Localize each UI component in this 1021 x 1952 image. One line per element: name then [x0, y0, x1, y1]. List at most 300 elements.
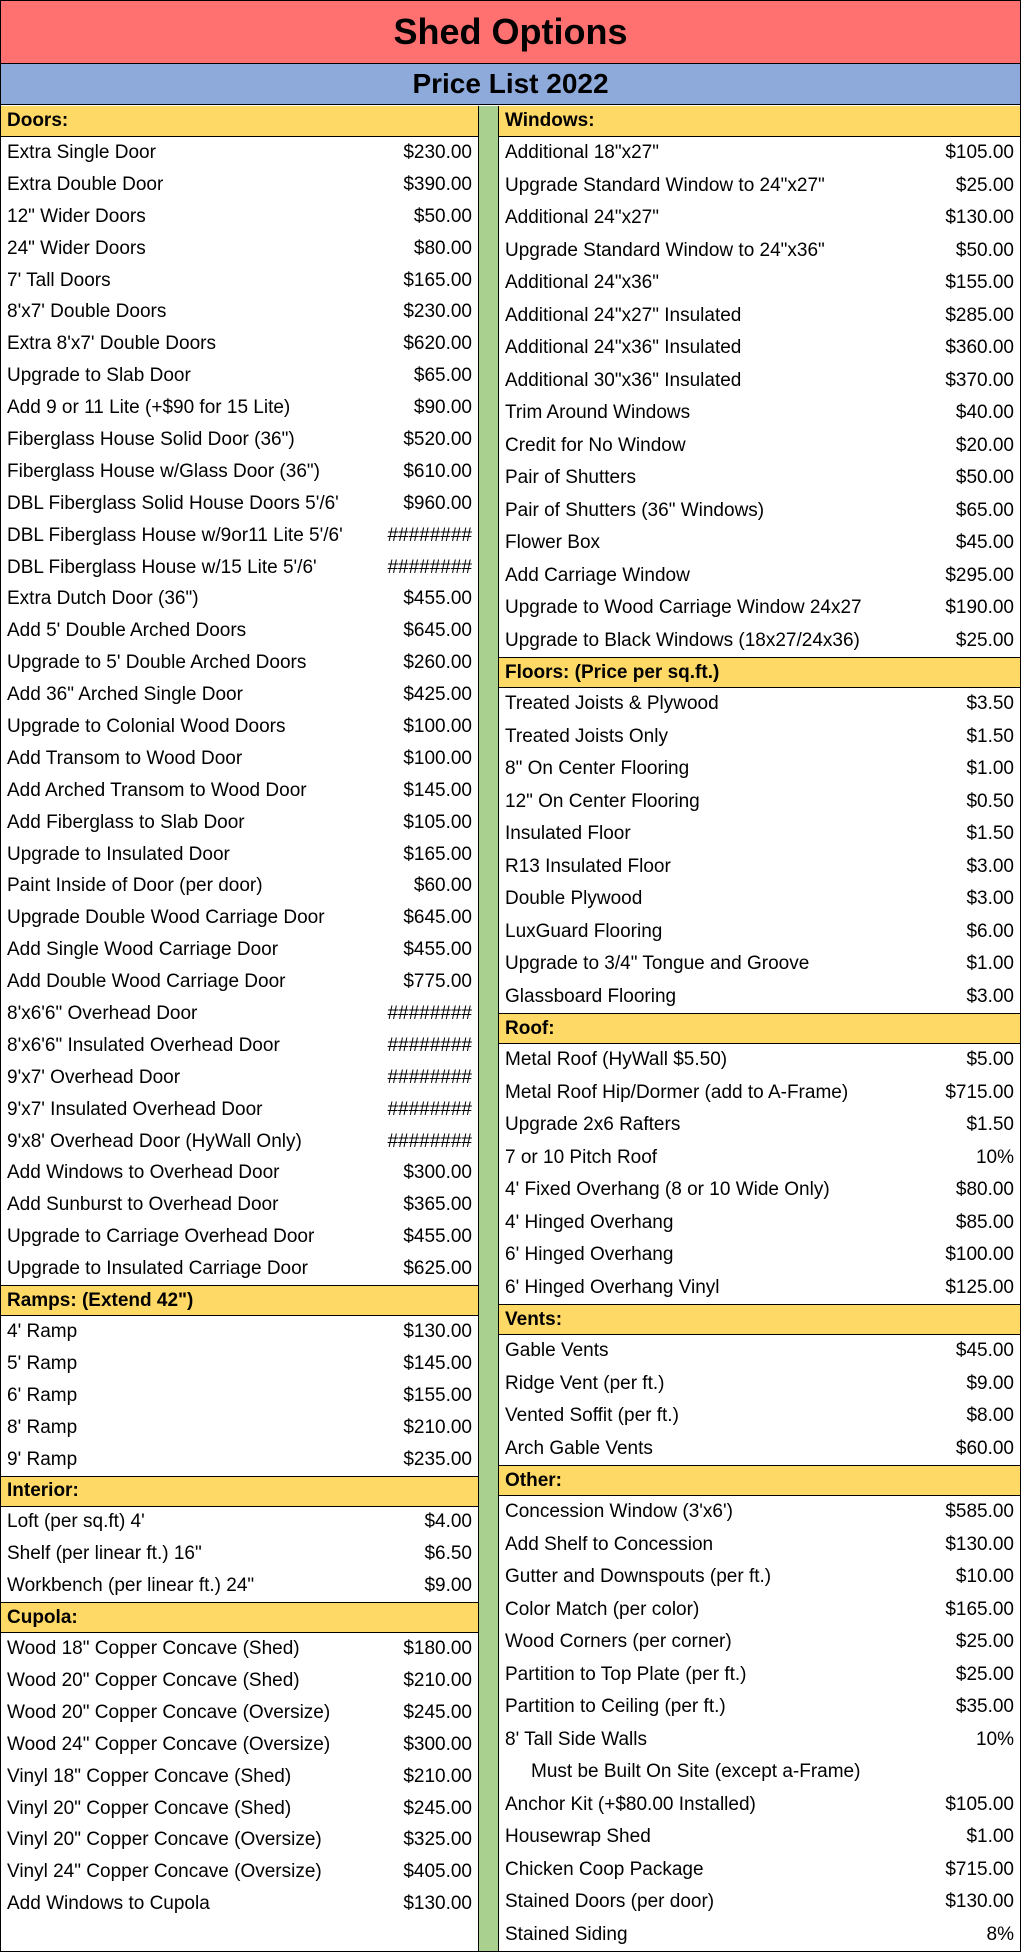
item-price: $365.00: [403, 1194, 472, 1216]
item-price: $50.00: [955, 239, 1014, 261]
price-row: [499, 916, 1020, 949]
item-price: $210.00: [403, 1765, 472, 1787]
item-price: $520.00: [403, 428, 472, 450]
item-label: Add Arched Transom to Wood Door: [7, 779, 307, 801]
item-label: Upgrade to 5' Double Arched Doors: [7, 652, 307, 674]
item-label: 8'x6'6" Overhead Door: [7, 1002, 198, 1024]
item-price: $105.00: [403, 811, 472, 833]
item-label: Add Double Wood Carriage Door: [7, 971, 286, 993]
item-price: $235.00: [403, 1448, 472, 1470]
price-row: [1, 1697, 478, 1729]
price-row: [499, 981, 1020, 1014]
item-price: $6.00: [966, 920, 1014, 942]
item-price: ########: [387, 556, 472, 578]
price-row: [1, 839, 478, 871]
item-price: $100.00: [403, 715, 472, 737]
item-price: $245.00: [403, 1701, 472, 1723]
price-row: [499, 1335, 1020, 1368]
item-price: $360.00: [945, 337, 1014, 359]
item-price: $145.00: [403, 779, 472, 801]
item-label: Add Windows to Overhead Door: [7, 1162, 280, 1184]
item-price: $25.00: [955, 1663, 1014, 1685]
item-label: Ridge Vent (per ft.): [505, 1372, 665, 1394]
price-row: [1, 137, 478, 169]
price-row: [1, 1380, 478, 1412]
item-label: 7 or 10 Pitch Roof: [505, 1146, 658, 1168]
item-price: $4.00: [424, 1511, 472, 1533]
item-label: 12" Wider Doors: [7, 205, 146, 227]
item-label: Additional 24"x36": [505, 272, 659, 294]
price-row: [499, 462, 1020, 495]
section-header-doors: Doors:: [1, 106, 478, 137]
item-label: Vinyl 18" Copper Concave (Shed): [7, 1765, 292, 1787]
item-price: $715.00: [945, 1081, 1014, 1103]
item-price: $0.50: [966, 790, 1014, 812]
price-row: [1, 328, 478, 360]
item-price: $300.00: [403, 1162, 472, 1184]
item-price: $10.00: [955, 1566, 1014, 1588]
item-price: $645.00: [403, 620, 472, 642]
item-price: $245.00: [403, 1797, 472, 1819]
item-price: $100.00: [403, 747, 472, 769]
price-row: [499, 1724, 1020, 1757]
item-price: $3.50: [966, 693, 1014, 715]
item-price: $645.00: [403, 907, 472, 929]
item-price: $105.00: [945, 1793, 1014, 1815]
item-price: $210.00: [403, 1416, 472, 1438]
item-price: $60.00: [413, 875, 472, 897]
price-row: [499, 430, 1020, 463]
item-price: $35.00: [955, 1696, 1014, 1718]
price-row: [1, 711, 478, 743]
price-row: [499, 1239, 1020, 1272]
item-price: $1.50: [966, 823, 1014, 845]
item-price: $455.00: [403, 588, 472, 610]
item-label: Wood 24" Copper Concave (Oversize): [7, 1733, 331, 1755]
price-row: [499, 1109, 1020, 1142]
price-row: [499, 851, 1020, 884]
item-label: Fiberglass House Solid Door (36"): [7, 428, 295, 450]
price-row: [499, 267, 1020, 300]
price-row: [499, 1529, 1020, 1562]
price-row: [499, 753, 1020, 786]
price-row: [499, 1044, 1020, 1077]
item-label: 9'x7' Insulated Overhead Door: [7, 1098, 263, 1120]
item-price: $40.00: [955, 402, 1014, 424]
item-label: Chicken Coop Package: [505, 1858, 704, 1880]
price-row: [499, 1919, 1020, 1952]
price-row: [499, 170, 1020, 203]
item-price: $425.00: [403, 684, 472, 706]
item-label: Add Transom to Wood Door: [7, 747, 243, 769]
item-price: $8.00: [966, 1405, 1014, 1427]
item-price: $960.00: [403, 492, 472, 514]
price-row: [499, 1142, 1020, 1175]
price-row: [1, 1538, 478, 1570]
item-price: $715.00: [945, 1858, 1014, 1880]
item-label: 4' Fixed Overhang (8 or 10 Wide Only): [505, 1179, 830, 1201]
price-row: [1, 679, 478, 711]
item-price: $25.00: [955, 174, 1014, 196]
price-row: [499, 527, 1020, 560]
item-label: Upgrade to Carriage Overhead Door: [7, 1226, 315, 1248]
item-label: Vinyl 20" Copper Concave (Oversize): [7, 1829, 322, 1851]
price-row: [1, 1158, 478, 1190]
item-price: $130.00: [945, 207, 1014, 229]
item-label: Metal Roof (HyWall $5.50): [505, 1049, 728, 1071]
price-row: [1, 552, 478, 584]
item-label: Vinyl 24" Copper Concave (Oversize): [7, 1861, 322, 1883]
item-price: $230.00: [403, 141, 472, 163]
item-label: Add Fiberglass to Slab Door: [7, 811, 245, 833]
price-row: [499, 1272, 1020, 1305]
price-row: [499, 397, 1020, 430]
item-label: Glassboard Flooring: [505, 985, 677, 1007]
item-label: Treated Joists & Plywood: [505, 693, 719, 715]
item-label: Loft (per sq.ft) 4': [7, 1511, 145, 1533]
price-row: [1, 1221, 478, 1253]
item-price: $3.00: [966, 855, 1014, 877]
item-price: $80.00: [955, 1179, 1014, 1201]
price-row: [499, 883, 1020, 916]
item-price: $625.00: [403, 1258, 472, 1280]
item-label: Extra Dutch Door (36"): [7, 588, 199, 610]
item-label: Workbench (per linear ft.) 24": [7, 1575, 255, 1597]
section-header-floors-price-per-sq-ft: Floors: (Price per sq.ft.): [499, 657, 1020, 688]
item-label: 8" On Center Flooring: [505, 758, 690, 780]
item-label: Extra Double Door: [7, 173, 164, 195]
item-label: 8'x6'6" Insulated Overhead Door: [7, 1034, 280, 1056]
price-row: [1, 1761, 478, 1793]
item-label: Upgrade 2x6 Rafters: [505, 1114, 681, 1136]
item-price: $165.00: [403, 269, 472, 291]
price-row: [1, 424, 478, 456]
item-label: Partition to Ceiling (per ft.): [505, 1696, 726, 1718]
item-price: $190.00: [945, 597, 1014, 619]
item-price: $125.00: [945, 1276, 1014, 1298]
item-price: ########: [387, 524, 472, 546]
sheet-title: Shed Options: [1, 1, 1020, 64]
price-row: [499, 1400, 1020, 1433]
price-row: [1, 1316, 478, 1348]
item-price: $50.00: [413, 205, 472, 227]
item-price: $90.00: [413, 397, 472, 419]
price-row: [1, 1348, 478, 1380]
section-header-roof: Roof:: [499, 1013, 1020, 1044]
item-price: $105.00: [945, 142, 1014, 164]
item-label: Add Carriage Window: [505, 564, 690, 586]
item-label: Insulated Floor: [505, 823, 631, 845]
right-column: [499, 106, 1020, 1951]
price-row: [1, 966, 478, 998]
item-label: 4' Ramp: [7, 1321, 78, 1342]
item-price: $145.00: [403, 1352, 472, 1374]
item-price: $45.00: [955, 1340, 1014, 1362]
item-label: Upgrade to Insulated Door: [7, 843, 230, 865]
price-row: [1, 1570, 478, 1602]
price-row: [1, 1793, 478, 1825]
item-label: 24" Wider Doors: [7, 237, 146, 259]
price-row: [1, 1062, 478, 1094]
item-label: Gutter and Downspouts (per ft.): [505, 1566, 772, 1588]
item-price: $45.00: [955, 532, 1014, 554]
item-label: Pair of Shutters (36" Windows): [505, 499, 765, 521]
price-row: [1, 456, 478, 488]
item-label: 6' Ramp: [7, 1384, 78, 1406]
item-price: $295.00: [945, 564, 1014, 586]
item-label: Vented Soffit (per ft.): [505, 1405, 679, 1427]
item-price: $130.00: [403, 1321, 472, 1342]
item-price: 8%: [986, 1923, 1014, 1945]
section-header-ramps-extend-42: Ramps: (Extend 42"): [1, 1285, 478, 1316]
item-label: Trim Around Windows: [505, 402, 691, 424]
price-row: [499, 300, 1020, 333]
item-price: $300.00: [403, 1733, 472, 1755]
item-price: $210.00: [403, 1670, 472, 1692]
price-row: [1, 1412, 478, 1444]
item-price: $370.00: [945, 369, 1014, 391]
item-price: $260.00: [403, 652, 472, 674]
item-price: $20.00: [955, 434, 1014, 456]
item-label: Add Sunburst to Overhead Door: [7, 1194, 279, 1216]
price-row: [499, 235, 1020, 268]
item-price: ########: [387, 1098, 472, 1120]
price-row: [499, 1174, 1020, 1207]
price-row: [1, 1507, 478, 1539]
price-row: [499, 1789, 1020, 1822]
item-price: $180.00: [403, 1638, 472, 1660]
item-label: Upgrade Double Wood Carriage Door: [7, 907, 325, 929]
item-label: Add Single Wood Carriage Door: [7, 939, 279, 961]
section-header-other: Other:: [499, 1465, 1020, 1496]
item-label: Upgrade Standard Window to 24"x36": [505, 239, 825, 261]
price-columns: [1, 106, 1020, 1951]
item-price: $155.00: [945, 272, 1014, 294]
price-row: [1, 169, 478, 201]
item-label: 8' Ramp: [7, 1416, 78, 1438]
item-price: $25.00: [955, 629, 1014, 651]
item-price: ########: [387, 1002, 472, 1024]
item-label: LuxGuard Flooring: [505, 920, 663, 942]
item-label: Credit for No Window: [505, 434, 686, 456]
price-row: [1, 296, 478, 328]
item-label: Partition to Top Plate (per ft.): [505, 1663, 747, 1685]
item-label: 9'x8' Overhead Door (HyWall Only): [7, 1130, 302, 1152]
price-row: [1, 647, 478, 679]
item-price: $1.50: [966, 1114, 1014, 1136]
price-row: [499, 1659, 1020, 1692]
item-label: Upgrade Standard Window to 24"x27": [505, 174, 825, 196]
item-label: Upgrade to Insulated Carriage Door: [7, 1258, 309, 1280]
price-row: [1, 201, 478, 233]
price-row: [1, 998, 478, 1030]
item-label: Anchor Kit (+$80.00 Installed): [505, 1793, 756, 1815]
item-price: $100.00: [945, 1244, 1014, 1266]
item-label: Double Plywood: [505, 888, 643, 910]
price-row: [1, 1189, 478, 1221]
item-label: Additional 24"x27" Insulated: [505, 304, 742, 326]
item-price: $65.00: [955, 499, 1014, 521]
item-price: $6.50: [424, 1543, 472, 1565]
item-label: 6' Hinged Overhang Vinyl: [505, 1276, 720, 1298]
item-label: Additional 18"x27": [505, 142, 659, 164]
item-label: Add 9 or 11 Lite (+$90 for 15 Lite): [7, 397, 291, 419]
price-row: [499, 1691, 1020, 1724]
item-label: 8'x7' Double Doors: [7, 301, 167, 323]
left-column: [1, 106, 478, 1920]
item-label: 8' Tall Side Walls: [505, 1728, 647, 1750]
item-price: $9.00: [424, 1575, 472, 1597]
item-label: Concession Window (3'x6'): [505, 1501, 733, 1523]
item-price: $80.00: [413, 237, 472, 259]
item-price: $230.00: [403, 301, 472, 323]
item-label: Arch Gable Vents: [505, 1437, 653, 1459]
price-row: [1, 360, 478, 392]
item-label: Additional 24"x36" Insulated: [505, 337, 742, 359]
item-price: $60.00: [955, 1437, 1014, 1459]
item-label: Add Shelf to Concession: [505, 1533, 714, 1555]
price-row: [1, 775, 478, 807]
item-price: $405.00: [403, 1861, 472, 1883]
price-row: [499, 560, 1020, 593]
item-label: Upgrade to Colonial Wood Doors: [7, 715, 286, 737]
sheet-subtitle: Price List 2022: [1, 64, 1020, 105]
item-label: Extra Single Door: [7, 141, 156, 163]
price-row: [499, 202, 1020, 235]
item-price: $165.00: [945, 1598, 1014, 1620]
price-row: [1, 1253, 478, 1285]
price-row: [1, 1825, 478, 1857]
item-label: Stained Siding: [505, 1923, 628, 1945]
item-label: Stained Doors (per door): [505, 1891, 715, 1913]
item-label: 6' Hinged Overhang: [505, 1244, 674, 1266]
price-row: [1, 1633, 478, 1665]
item-price: $610.00: [403, 460, 472, 482]
price-row: [1, 1094, 478, 1126]
price-row: [499, 1821, 1020, 1854]
price-row: [1, 233, 478, 265]
item-price: $130.00: [945, 1891, 1014, 1913]
item-price: $130.00: [945, 1533, 1014, 1555]
price-row: [1, 615, 478, 647]
price-row: [499, 688, 1020, 721]
item-label: 5' Ramp: [7, 1352, 78, 1374]
item-price: $130.00: [403, 1893, 472, 1915]
price-row: [499, 1496, 1020, 1529]
price-row: [499, 721, 1020, 754]
item-label: 12" On Center Flooring: [505, 790, 700, 812]
item-label: Pair of Shutters: [505, 467, 636, 489]
item-label: Add 5' Double Arched Doors: [7, 620, 247, 642]
price-row: [499, 1756, 1020, 1789]
price-row: [1, 1888, 478, 1920]
column-divider: [478, 106, 499, 1951]
item-label: DBL Fiberglass Solid House Doors 5'/6': [7, 492, 339, 514]
item-price: $775.00: [403, 971, 472, 993]
item-label: Additional 24"x27": [505, 207, 659, 229]
price-row: [1, 1126, 478, 1158]
price-row: [499, 818, 1020, 851]
price-row: [1, 902, 478, 934]
item-label: 7' Tall Doors: [7, 269, 111, 291]
price-row: [499, 592, 1020, 625]
item-price: ########: [387, 1066, 472, 1088]
item-price: $9.00: [966, 1372, 1014, 1394]
price-row: [499, 948, 1020, 981]
price-row: [499, 1368, 1020, 1401]
item-label: Upgrade to Slab Door: [7, 365, 191, 387]
price-row: [1, 1444, 478, 1476]
price-row: [499, 1886, 1020, 1919]
item-price: $1.00: [966, 1826, 1014, 1848]
item-price: $25.00: [955, 1631, 1014, 1653]
item-label: Vinyl 20" Copper Concave (Shed): [7, 1797, 292, 1819]
price-row: [499, 1854, 1020, 1887]
price-row: [1, 743, 478, 775]
price-row: [499, 1077, 1020, 1110]
price-row: [499, 1594, 1020, 1627]
price-row: [499, 786, 1020, 819]
item-label: Add Windows to Cupola: [7, 1893, 210, 1915]
price-row: [1, 807, 478, 839]
item-price: $1.50: [966, 725, 1014, 747]
item-label: DBL Fiberglass House w/15 Lite 5'/6': [7, 556, 317, 578]
price-row: [1, 488, 478, 520]
price-row: [1, 1030, 478, 1062]
item-label: R13 Insulated Floor: [505, 855, 671, 877]
item-label: DBL Fiberglass House w/9or11 Lite 5'/6': [7, 524, 343, 546]
price-row: [499, 1561, 1020, 1594]
price-row: [499, 365, 1020, 398]
item-label: Paint Inside of Door (per door): [7, 875, 263, 897]
item-price: 10%: [975, 1728, 1014, 1750]
item-label: Shelf (per linear ft.) 16": [7, 1543, 202, 1565]
item-price: ########: [387, 1034, 472, 1056]
section-header-interior: Interior:: [1, 1476, 478, 1507]
item-label: Color Match (per color): [505, 1598, 700, 1620]
item-label: Wood 20" Copper Concave (Shed): [7, 1670, 300, 1692]
price-row: [499, 332, 1020, 365]
price-row: [1, 265, 478, 297]
price-row: [1, 583, 478, 615]
item-price: $3.00: [966, 888, 1014, 910]
item-label: 9'x7' Overhead Door: [7, 1066, 181, 1088]
item-price: $620.00: [403, 333, 472, 355]
item-label: Housewrap Shed: [505, 1826, 651, 1848]
item-label: Upgrade to Black Windows (18x27/24x36): [505, 629, 860, 651]
item-label: Upgrade to Wood Carriage Window 24x27: [505, 597, 862, 619]
item-label: Wood 20" Copper Concave (Oversize): [7, 1701, 331, 1723]
item-label: Upgrade to 3/4" Tongue and Groove: [505, 953, 810, 975]
item-label: Metal Roof Hip/Dormer (add to A-Frame): [505, 1081, 849, 1103]
item-price: $585.00: [945, 1501, 1014, 1523]
item-label: Wood Corners (per corner): [505, 1631, 732, 1653]
item-price: $285.00: [945, 304, 1014, 326]
price-row: [1, 392, 478, 424]
item-price: $155.00: [403, 1384, 472, 1406]
item-price: ########: [387, 1130, 472, 1152]
item-label: Additional 30"x36" Insulated: [505, 369, 742, 391]
section-header-vents: Vents:: [499, 1304, 1020, 1335]
item-price: $65.00: [413, 365, 472, 387]
item-label: 9' Ramp: [7, 1448, 78, 1470]
price-row: [1, 1856, 478, 1888]
item-price: $3.00: [966, 985, 1014, 1007]
item-price: $165.00: [403, 843, 472, 865]
section-header-cupola: Cupola:: [1, 1602, 478, 1633]
item-label: 4' Hinged Overhang: [505, 1211, 674, 1233]
item-label: Extra 8'x7' Double Doors: [7, 333, 216, 355]
